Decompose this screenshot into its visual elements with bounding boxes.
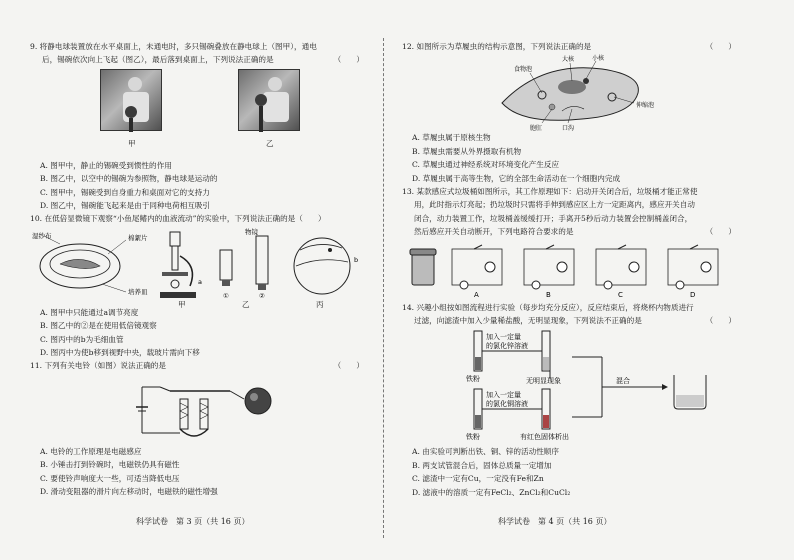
q11-option-b: B. 小锤击打到铃碗时，电磁铁仍具有磁性 bbox=[40, 460, 180, 470]
q9-option-b: B. 图乙中，以空中的锡碗为参照物，静电球是运动的 bbox=[40, 174, 218, 184]
question-9 bbox=[30, 40, 370, 212]
q14-option-a: A. 由实验可判断出铁、铜、锌的活动性顺序 bbox=[412, 447, 559, 457]
q14-stem-line2: 过滤，向滤渣中加入少量稀盐酸，无明显现象，下列说法不正确的是 bbox=[414, 316, 642, 326]
q12-option-b: B. 草履虫需要从外界摄取有机物 bbox=[412, 146, 522, 156]
page-footer-left: 科学试卷 第 3 页（共 16 页） bbox=[136, 517, 250, 526]
q9-photo-a bbox=[100, 69, 162, 131]
q11-answer-blank: （ ） bbox=[333, 361, 364, 371]
q14-top-reagent-2: 的氯化锌溶液 bbox=[486, 342, 528, 351]
q13-letter-d: D bbox=[690, 290, 696, 299]
circuit-a bbox=[452, 245, 502, 289]
q10-figure bbox=[30, 226, 370, 309]
q14-stem-line1: 14. 兴趣小组按如图流程进行实验（每步均充分反应），反应结束后，将烧杯内物质进行 bbox=[402, 302, 694, 312]
q14-bottom-metal: 铁粉 bbox=[466, 433, 480, 442]
question-14 bbox=[402, 301, 742, 499]
q13-stem-line3: 闭合，动力装置工作，垃圾桶盖缓缓打开；手离开5秒后动力装置会控制桶盖闭合， bbox=[414, 213, 693, 223]
right-column bbox=[402, 40, 742, 499]
q12-label-oral-groove: 口沟 bbox=[562, 125, 575, 132]
q12-option-a: A. 草履虫属于原核生物 bbox=[412, 133, 491, 143]
q14-mix-label: 混合 bbox=[616, 377, 630, 386]
electric-bell-diagram bbox=[30, 373, 370, 445]
q10-option-b: B. 图乙中的②是在使用低倍镜观察 bbox=[40, 321, 157, 331]
q9-option-c: C. 图甲中，锡碗受到自身重力和桌面对它的支持力 bbox=[40, 187, 210, 197]
q14-top-reagent-1: 加入一定量 bbox=[486, 333, 521, 342]
q13-letter-c: C bbox=[618, 290, 623, 299]
q13-stem-line4: 然后感应开关自动断开，下列电路符合要求的是 bbox=[414, 227, 574, 237]
q14-option-c: C. 滤渣中一定有Cu，一定没有Fe和Zn bbox=[412, 474, 544, 484]
q14-top-result: 无明显现象 bbox=[526, 377, 561, 386]
q9-caption-b: 乙 bbox=[266, 138, 274, 148]
question-12 bbox=[402, 40, 742, 185]
q13-figure bbox=[402, 239, 742, 301]
q10-label-cotton: 棉絮片 bbox=[128, 233, 148, 242]
q12-label-food-vacuole: 食物泡 bbox=[514, 66, 533, 74]
q12-label-micronucleus: 小核 bbox=[592, 55, 605, 63]
q13-letter-a: A bbox=[474, 290, 479, 299]
q10-label-circle1: ① bbox=[223, 291, 229, 300]
q14-figure bbox=[402, 327, 742, 445]
q13-stem-line1: 13. 某款感应式垃圾桶如图所示，其工作原理如下：启动开关闭合后，垃圾桶才能正常使 bbox=[402, 187, 698, 197]
q10-label-circle2: ② bbox=[259, 291, 265, 300]
question-10 bbox=[30, 212, 370, 359]
q10-stem-line1: 10. 在低倍显微镜下观察“小鱼尾鳍内的血液流动”的实验中，下列说法正确的是（ ） bbox=[30, 214, 326, 224]
q10-label-dish: 培养皿 bbox=[128, 287, 148, 296]
circuit-b bbox=[524, 245, 574, 289]
q13-letter-b: B bbox=[546, 290, 551, 299]
q10-option-d: D. 图丙中为使b移到视野中央，载玻片需向下移 bbox=[40, 348, 200, 358]
q10-label-objective: 物镜 bbox=[245, 227, 258, 236]
left-column bbox=[30, 40, 370, 499]
q12-answer-blank: （ ） bbox=[705, 42, 736, 51]
q9-photo-b bbox=[238, 69, 300, 131]
person-image-icon bbox=[101, 70, 163, 132]
q10-label-a: a bbox=[198, 277, 202, 286]
question-11 bbox=[30, 359, 370, 498]
q10-caption-a: 甲 bbox=[178, 299, 186, 309]
q12-label-anal-pore: 胞肛 bbox=[530, 125, 543, 132]
circuit-d bbox=[668, 245, 718, 289]
q10-label-gauze: 湿纱布 bbox=[32, 231, 52, 240]
column-divider bbox=[383, 38, 384, 538]
q9-figure bbox=[30, 67, 370, 159]
q14-option-d: D. 滤液中的溶质一定有FeCl₂、ZnCl₂和CuCl₂ bbox=[412, 487, 571, 497]
q10-caption-b: 乙 bbox=[242, 299, 250, 309]
q9-stem-line1: 9. 将静电球装置放在水平桌面上，未通电时，多只锡碗叠放在静电球上（图甲），通电 bbox=[30, 42, 317, 51]
q11-stem-line1: 11. 下列有关电铃（如图）说法正确的是 bbox=[30, 361, 166, 371]
q14-option-b: B. 两支试管混合后，固体总质量一定增加 bbox=[412, 460, 552, 470]
q9-caption-a: 甲 bbox=[128, 138, 136, 148]
q11-option-a: A. 电铃的工作原理是电磁感应 bbox=[40, 446, 142, 456]
paramecium-diagram bbox=[402, 53, 742, 131]
q9-option-d: D. 图乙中，锡碗能飞起来是由于同种电荷相互吸引 bbox=[40, 201, 211, 211]
q12-label-contractile-vacuole: 伸缩泡 bbox=[636, 102, 655, 110]
question-13 bbox=[402, 185, 742, 301]
page-footer-right: 科学试卷 第 4 页（共 16 页） bbox=[498, 517, 612, 526]
q14-flow-diagram bbox=[402, 327, 742, 445]
q9-option-a: A. 图甲中，静止的锡碗受到惯性的作用 bbox=[40, 160, 172, 170]
q10-diagram bbox=[30, 226, 370, 306]
q13-answer-blank: （ ） bbox=[705, 227, 736, 237]
q14-answer-blank: （ ） bbox=[705, 315, 736, 325]
q12-stem-line1: 12. 如图所示为草履虫的结构示意图，下列说法正确的是 bbox=[402, 42, 592, 51]
q10-option-c: C. 图丙中的b为毛细血管 bbox=[40, 334, 124, 344]
q12-label-macronucleus: 大核 bbox=[562, 56, 575, 64]
trash-can-circuits bbox=[402, 239, 742, 301]
q11-option-d: D. 滑动变阻器的滑片向左移动时，电磁铁的磁性增强 bbox=[40, 487, 218, 497]
circuit-c bbox=[596, 245, 646, 289]
q13-stem-line2: 用，此时指示灯亮起；扔垃圾时只需将手伸到感应区上方一定距离内，感应开关自动 bbox=[414, 200, 695, 210]
q10-option-a: A. 图甲中只能通过a调节亮度 bbox=[40, 307, 139, 317]
q14-bottom-reagent-2: 的氯化铜溶液 bbox=[486, 400, 528, 409]
q9-answer-blank: （ ） bbox=[333, 55, 364, 64]
q14-top-metal: 铁粉 bbox=[466, 375, 480, 384]
q14-bottom-result: 有红色固体析出 bbox=[520, 433, 569, 442]
q12-option-c: C. 草履虫通过神经系统对环境变化产生反应 bbox=[412, 160, 560, 170]
q12-option-d: D. 草履虫属于高等生物，它的全部生命活动在一个细胞内完成 bbox=[412, 173, 621, 183]
q9-stem-line2: 后，锡碗依次向上飞起（图乙），最后落到桌面上，下列说法正确的是 bbox=[42, 55, 274, 65]
q11-figure bbox=[30, 373, 370, 445]
q10-label-b: b bbox=[354, 255, 359, 264]
person-image-icon bbox=[239, 70, 301, 132]
q11-option-c: C. 要使铃声响度大一些，可适当降低电压 bbox=[40, 473, 180, 483]
q10-caption-c: 丙 bbox=[316, 299, 324, 309]
q14-bottom-reagent-1: 加入一定量 bbox=[486, 391, 521, 400]
q12-figure bbox=[402, 53, 742, 131]
